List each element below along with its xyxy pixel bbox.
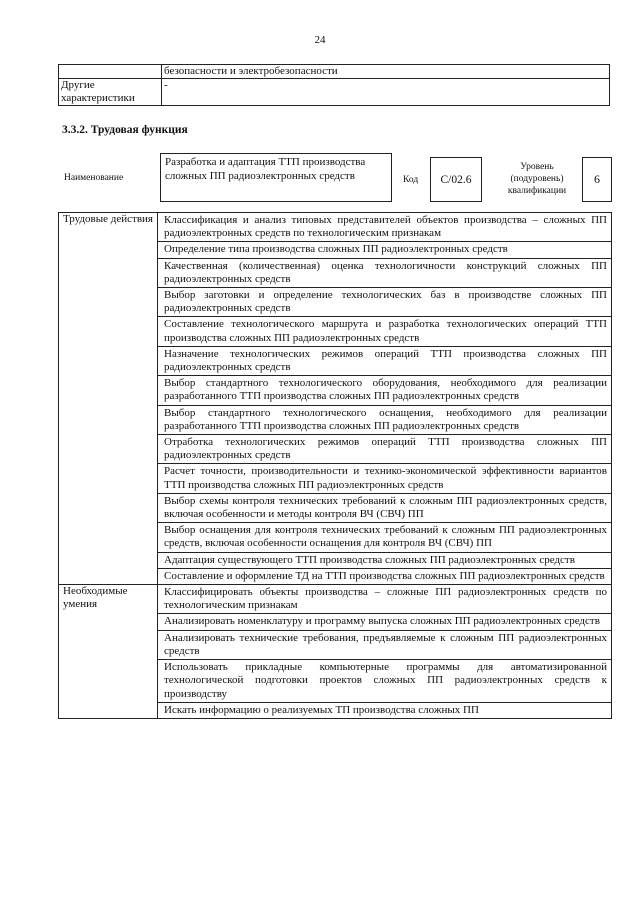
labor-function-body — [59, 213, 612, 719]
row-label — [59, 65, 162, 79]
labor-action: Определение типа производства сложных ПП радиоэлектронных средств — [158, 242, 612, 258]
labor-action: Отработка технологических режимов операций ТТП производства сложных ПП радиоэлектронных средств — [158, 435, 612, 464]
labor-action: Классификация и анализ типовых представителей объектов производства – сложных ПП радиоэлектронных средств по технологическим признакам — [158, 213, 612, 242]
labor-action: Качественная (количественная) оценка технологичности конструкций сложных ПП радиоэлектронных средств — [158, 258, 612, 287]
required-skill: Классифицировать объекты производства – сложные ПП радиоэлектронных средств по технологическим признакам — [158, 585, 612, 614]
labor-action: Адаптация существующего ТТП производства сложных ПП радиоэлектронных средств — [158, 552, 612, 568]
labor-action: Выбор стандартного технологического оснащения, необходимого для реализации разработанного ТТП производства сложных ПП радиоэлектронных средств — [158, 405, 612, 434]
labor-action: Назначение технологических режимов операций ТТП производства сложных ПП радиоэлектронных средств — [158, 346, 612, 375]
table-row — [59, 65, 610, 79]
table-row — [59, 213, 612, 242]
qualification-level-box: 6 — [582, 157, 612, 202]
section-title: 3.3.2. Трудовая функция — [62, 124, 188, 136]
labor-action: Составление технологического маршрута и разработка технологических операций ТТП производства сложных ПП радиоэлектронных средств — [158, 317, 612, 346]
required-skill: Анализировать номенклатуру и программу выпуска сложных ПП радиоэлектронных средств — [158, 614, 612, 630]
labor-action: Составление и оформление ТД на ТТП производства сложных ПП радиоэлектронных средств — [158, 568, 612, 584]
table-row — [59, 585, 612, 614]
required-skill: Использовать прикладные компьютерные программы для автоматизированной технологической подготовки проектов сложных ПП радиоэлектронных средств к производству — [158, 660, 612, 703]
labor-function-table — [58, 212, 612, 719]
labor-action: Выбор оснащения для контроля технических требований к сложным ПП радиоэлектронных средств, включая особенности оснащения для контроля ВЧ (СВЧ) ПП — [158, 523, 612, 552]
name-label: Наименование — [64, 173, 124, 183]
labor-actions-label: Трудовые действия — [59, 213, 158, 585]
labor-action: Расчет точности, производительности и технико-экономической эффективности вариантов ТТП производства сложных ПП радиоэлектронных средств — [158, 464, 612, 493]
row-value: безопасности и электробезопасности — [162, 65, 610, 79]
previous-section-table — [58, 64, 610, 106]
required-skill: Анализировать технические требования, предъявляемые к сложным ПП радиоэлектронных средств — [158, 630, 612, 659]
required-skill: Искать информацию о реализуемых ТП производства сложных ПП — [158, 702, 612, 718]
qualification-level-label: Уровень (подуровень) квалификации — [507, 162, 567, 196]
function-code-box: C/02.6 — [430, 157, 482, 202]
labor-action: Выбор схемы контроля технических требований к сложным ПП радиоэлектронных средств, включая особенности и методы контроля ВЧ (СВЧ) ПП — [158, 493, 612, 522]
labor-action: Выбор стандартного технологического оборудования, необходимого для реализации разработанного ТТП производства сложных ПП радиоэлектронных средств — [158, 376, 612, 405]
code-label: Код — [403, 175, 419, 185]
other-characteristics-value: - — [162, 79, 610, 106]
table-row — [59, 79, 610, 106]
function-name-box: Разработка и адаптация ТТП производства сложных ПП радиоэлектронных средств — [160, 153, 392, 202]
page-number: 24 — [314, 34, 326, 46]
other-characteristics-label: Другие характеристики — [59, 79, 162, 106]
labor-action: Выбор заготовки и определение технологических баз в производстве сложных ПП радиоэлектронных средств — [158, 288, 612, 317]
required-skills-label: Необходимые умения — [59, 585, 158, 719]
